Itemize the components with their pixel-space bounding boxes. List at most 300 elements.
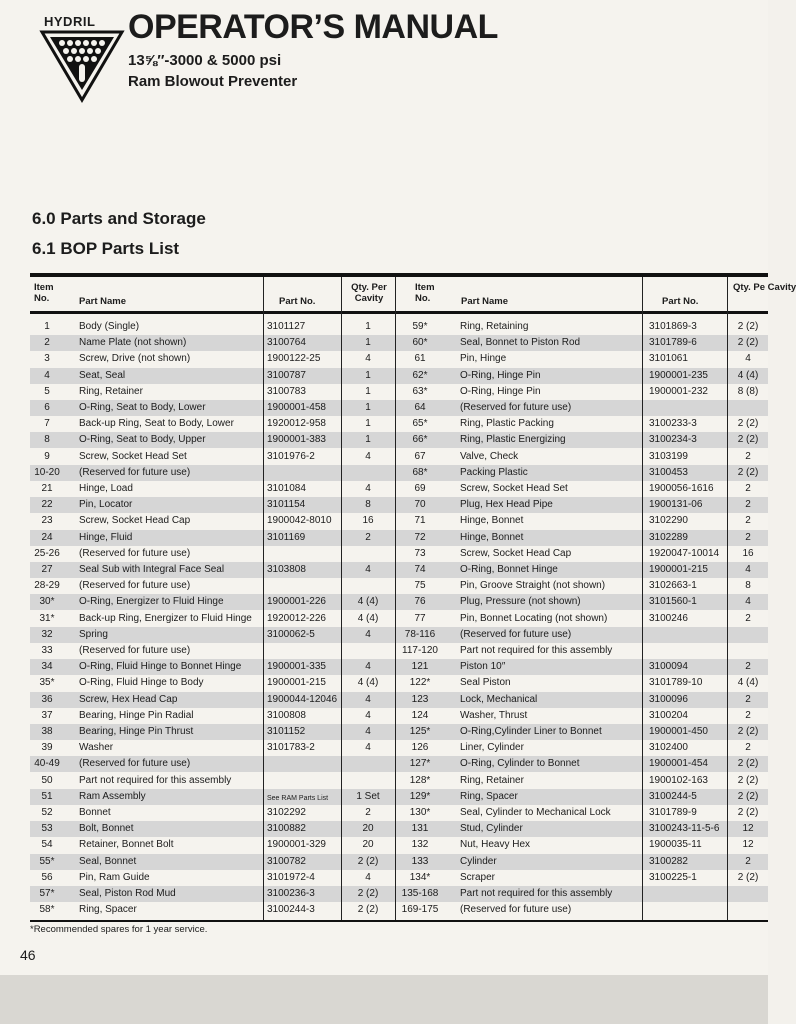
cell-item-no: 51 [41,790,53,802]
table-row [30,513,768,529]
product-name: Ram Blowout Preventer [128,73,298,90]
table-row [30,724,768,740]
cell-part-no: 3101127 [267,321,306,332]
scan-bottom-margin [0,975,768,1024]
col-header-part-name: Part Name [79,296,126,307]
cell-part-no: 3100764 [267,337,306,349]
cell-part-name-right: Pin, Hinge [460,353,507,365]
cell-part-no-right: 3101560-1 [649,596,697,608]
cell-qty-right: 2 [745,483,751,494]
cell-part-no: 3102292 [267,807,306,818]
cell-part-no-right: 3103199 [649,450,688,462]
cell-part-name: Washer [79,742,114,754]
cell-item-no: 52 [41,807,53,818]
cell-qty: 2 (2) [357,855,379,867]
table-row [30,432,768,448]
cell-item-no: 28-29 [34,580,60,592]
cell-item-no-right: 60* [412,337,428,349]
cell-part-no: 3100882 [267,823,306,835]
table-row [30,773,768,789]
cell-part-no-right: 3101789-9 [649,807,697,818]
table-row [30,708,768,724]
manual-title: OPERATOR’S MANUAL [128,8,498,46]
cell-part-name-right: Piston 10″ [460,661,506,673]
table-row [30,821,768,837]
cell-part-no-right: 3100225-1 [649,871,697,883]
brand-wordmark: HYDRIL [44,14,96,29]
table-row [30,384,768,400]
cell-qty-right: 2 [745,515,751,527]
cell-qty: 2 [365,807,371,818]
cell-item-no-right: 76 [414,596,426,608]
cell-part-name-right: Seal, Cylinder to Mechanical Lock [460,807,611,818]
cell-qty-right: 2 (2) [737,337,759,349]
cell-item-no-right: 66* [412,434,428,446]
cell-part-name-right: (Reserved for future use) [460,628,572,640]
cell-part-no-right: 3102400 [649,742,688,754]
table-row [30,319,768,335]
cell-part-name: Seal, Bonnet [79,855,137,867]
cell-item-no: 23 [41,515,53,527]
cell-part-no-right: 1900102-163 [649,774,708,786]
cell-part-no: See RAM Parts List [267,794,329,802]
cell-item-no: 9 [44,450,50,462]
cell-part-name-right: Screw, Socket Head Set [460,483,568,494]
cell-part-name: Pin, Locator [79,499,133,511]
cell-part-name: Bearing, Hinge Pin Radial [79,709,194,721]
cell-item-no: 36 [41,693,53,705]
cell-part-name: (Reserved for future use) [79,580,191,592]
cell-item-no: 31* [39,612,55,624]
cell-item-no: 27 [41,564,53,575]
cell-qty: 4 [365,353,371,365]
cell-qty-right: 2 (2) [737,758,759,770]
table-row [30,611,768,627]
cell-qty-right: 2 [745,742,751,754]
table-row [30,481,768,497]
cell-item-no-right: 62* [412,369,428,381]
table-row [30,740,768,756]
cell-part-no-right: 1900001-450 [649,726,708,737]
cell-item-no: 54 [41,839,53,851]
cell-part-no: 3101976-2 [267,450,315,462]
cell-qty: 1 [365,402,371,413]
subsection-heading: 6.1 BOP Parts List [32,239,180,258]
product-spec: 13⅝″-3000 & 5000 psi [128,52,282,69]
cell-qty: 1 [365,337,371,349]
cell-part-name-right: Part not required for this assembly [460,888,613,899]
cell-part-no-right: 3102290 [649,515,688,527]
table-row [30,837,768,853]
cell-part-name-right: O-Ring, Hinge Pin [460,385,541,397]
cell-item-no: 25-26 [34,547,60,559]
table-row [30,578,768,594]
cell-part-name-right: Ring, Plastic Energizing [460,434,566,446]
cell-item-no: 10-20 [34,466,60,478]
cell-part-no: 1900001-335 [267,661,326,673]
table-row [30,562,768,578]
cell-part-no: 3100808 [267,709,306,721]
cell-item-no-right: 71 [414,515,426,527]
cell-part-no-right: 3100246 [649,612,688,624]
cell-part-no-right: 1900056-1616 [649,483,714,494]
cell-part-name-right: O-Ring,Cylinder Liner to Bonnet [460,726,602,737]
cell-qty: 4 (4) [357,677,379,689]
cell-item-no-right: 126 [411,742,429,754]
cell-item-no-right: 125* [409,726,431,737]
cell-part-name: Seal Sub with Integral Face Seal [79,564,225,575]
col-header-part-no: Part No. [279,296,316,307]
cell-part-name-right: Packing Plastic [460,466,528,478]
cell-part-no: 1900001-215 [267,677,326,689]
cell-item-no: 21 [41,483,53,494]
cell-part-name-right: Scraper [460,871,496,883]
table-row [30,368,768,384]
cell-part-name-right: Ring, Retainer [460,774,524,786]
cell-part-no: 1900042-8010 [267,515,332,527]
cell-qty-right: 12 [742,839,754,851]
table-row [30,497,768,513]
cell-part-name-right: Nut, Heavy Hex [460,839,531,851]
cell-item-no: 8 [44,434,50,446]
cell-item-no-right: 72 [414,531,426,543]
cell-part-name: Bonnet [79,807,111,818]
cell-item-no-right: 65* [412,418,428,430]
cell-part-name-right: O-Ring, Cylinder to Bonnet [460,758,580,770]
cell-part-name-right: Valve, Check [460,450,519,462]
cell-item-no: 56 [41,871,53,883]
cell-part-name-right: O-Ring, Bonnet Hinge [460,564,558,575]
column-divider [395,277,396,920]
cell-part-no: 1900001-458 [267,402,326,413]
cell-qty: 8 [365,499,371,511]
table-row [30,789,768,805]
cell-part-no: 1900001-383 [267,434,326,446]
cell-qty: 4 [365,661,371,673]
cell-item-no-right: 59* [412,321,428,332]
cell-item-no-right: 130* [409,807,431,818]
cell-part-no-right: 1900001-215 [649,564,708,575]
cell-part-name: Screw, Drive (not shown) [79,353,191,365]
cell-part-name: Part not required for this assembly [79,774,232,786]
cell-part-name: Ring, Spacer [79,904,137,916]
cell-item-no: 53 [41,823,53,835]
cell-part-no: 3101152 [267,726,306,737]
cell-part-name-right: Seal Piston [460,677,511,689]
cell-part-no-right: 1900131-06 [649,499,703,511]
cell-part-name: Bolt, Bonnet [79,823,134,835]
table-row [30,449,768,465]
cell-item-no-right: 70 [414,499,426,511]
cell-part-name: Seal, Piston Rod Mud [79,888,176,899]
cell-item-no-right: 121 [411,661,429,673]
cell-item-no: 32 [41,628,53,640]
cell-part-no-right: 3100233-3 [649,418,697,430]
cell-part-name: Screw, Socket Head Cap [79,515,191,527]
cell-item-no-right: 78-116 [404,628,436,640]
cell-qty: 16 [362,515,374,527]
cell-qty: 1 [365,434,371,446]
cell-part-no-right: 3100094 [649,661,688,673]
cell-part-name-right: Pin, Groove Straight (not shown) [460,580,606,592]
cell-qty-right: 2 [745,531,751,543]
cell-part-name: O-Ring, Fluid Hinge to Bonnet Hinge [79,661,242,673]
page-number: 46 [20,947,36,963]
cell-qty: 4 (4) [357,596,379,608]
cell-item-no: 57* [39,888,55,899]
cell-qty: 2 [365,531,371,543]
cell-item-no: 7 [44,418,50,430]
cell-part-name-right: Part not required for this assembly [460,645,613,656]
cell-part-no: 3100787 [267,369,306,381]
cell-part-name: Back-up Ring, Seat to Body, Lower [79,418,234,430]
table-row [30,627,768,643]
cell-part-no-right: 3102663-1 [649,580,697,592]
cell-item-no-right: 117-120 [402,645,438,656]
cell-part-no: 1900044-12046 [267,693,338,705]
cell-part-name: O-Ring, Fluid Hinge to Body [79,677,204,689]
cell-part-name-right: (Reserved for future use) [460,904,572,916]
cell-part-no-right: 1920047-10014 [649,547,720,559]
cell-item-no: 4 [44,369,50,381]
cell-qty-right: 2 (2) [737,807,759,818]
cell-item-no: 35* [39,677,55,689]
table-row [30,692,768,708]
cell-part-name: Seat, Seal [79,369,126,381]
cell-part-no-right: 3100244-5 [649,790,697,802]
cell-item-no: 55* [39,855,55,867]
cell-part-name: (Reserved for future use) [79,758,191,770]
cell-part-no-right: 3101789-10 [649,677,703,689]
cell-part-name-right: Ring, Spacer [460,790,518,802]
col-header-part-no-right: Part No. [662,296,699,307]
cell-part-name-right: (Reserved for future use) [460,402,572,413]
cell-item-no-right: 129* [409,790,431,802]
cell-part-no: 1900001-226 [267,596,326,608]
cell-part-name-right: Seal, Bonnet to Piston Rod [460,337,581,349]
cell-part-name-right: Hinge, Bonnet [460,515,524,527]
table-row [30,886,768,902]
cell-qty-right: 12 [742,823,754,835]
cell-item-no: 6 [44,402,50,413]
cell-item-no-right: 74 [414,564,426,575]
table-row [30,530,768,546]
cell-part-no: 3100244-3 [267,904,315,916]
cell-qty: 4 [365,483,371,494]
cell-part-name: Name Plate (not shown) [79,337,187,349]
cell-item-no-right: 122* [409,677,431,689]
cell-part-name: Body (Single) [79,321,140,332]
cell-part-name: O-Ring, Seat to Body, Lower [79,402,206,413]
cell-item-no-right: 132 [411,839,429,851]
cell-item-no: 58* [39,904,55,916]
cell-part-no: 3100236-3 [267,888,315,899]
col-header-part-name-right: Part Name [461,296,508,307]
cell-qty: 4 [365,628,371,640]
cell-item-no-right: 131 [411,823,429,835]
cell-qty: 4 [365,693,371,705]
cell-item-no: 1 [44,321,50,332]
cell-item-no-right: 124 [411,709,429,721]
cell-item-no: 5 [44,385,50,397]
cell-part-no-right: 3100453 [649,466,688,478]
section-heading: 6.0 Parts and Storage [32,209,206,228]
footnote: *Recommended spares for 1 year service. [30,924,208,935]
cell-qty: 4 [365,726,371,737]
cell-part-name: O-Ring, Energizer to Fluid Hinge [79,596,224,608]
table-row [30,351,768,367]
cell-item-no-right: 135-168 [401,888,439,899]
cell-qty: 4 [365,871,371,883]
cell-part-no: 3100062-5 [267,628,315,640]
cell-qty-right: 2 (2) [737,871,759,883]
cell-item-no-right: 61 [414,353,426,365]
column-divider [341,277,342,920]
cell-item-no: 39 [41,742,53,754]
parts-table [30,273,796,922]
table-row [30,465,768,481]
cell-part-no-right: 3101869-3 [649,321,697,332]
cell-part-no-right: 3100204 [649,709,688,721]
table-row [30,756,768,772]
cell-part-no-right: 1900001-232 [649,385,708,397]
table-row [30,335,768,351]
cell-part-name: Screw, Hex Head Cap [79,693,178,705]
cell-part-no-right: 1900001-454 [649,758,708,770]
cell-item-no: 38 [41,726,53,737]
cell-part-no-right: 3101061 [649,353,688,365]
cell-item-no-right: 75 [414,580,426,592]
table-row [30,659,768,675]
cell-part-name: (Reserved for future use) [79,547,191,559]
cell-item-no-right: 127* [409,758,431,770]
cell-item-no: 30* [39,596,55,608]
cell-part-name-right: Liner, Cylinder [460,742,524,754]
cell-part-name: O-Ring, Seat to Body, Upper [79,434,206,446]
cell-item-no: 50 [41,774,53,786]
cell-qty-right: 4 [745,564,751,575]
cell-item-no: 34 [41,661,53,673]
cell-qty-right: 4 [745,353,751,365]
cell-qty-right: 16 [742,547,754,559]
cell-qty-right: 2 (2) [737,434,759,446]
cell-item-no-right: 123 [411,693,429,705]
cell-qty: 1 [365,369,371,381]
cell-qty-right: 4 (4) [737,369,759,381]
column-divider [642,277,643,920]
cell-part-name: Ram Assembly [79,790,146,802]
table-row [30,870,768,886]
cell-item-no-right: 77 [414,612,426,624]
cell-qty-right: 2 [745,612,751,624]
cell-qty: 1 [365,418,371,430]
cell-part-no-right: 3100234-3 [649,434,697,446]
cell-part-name: (Reserved for future use) [79,466,191,478]
cell-qty: 2 (2) [357,904,379,916]
table-row [30,546,768,562]
cell-part-name-right: Plug, Pressure (not shown) [460,596,581,608]
cell-item-no-right: 64 [414,402,426,413]
cell-qty-right: 2 [745,693,751,705]
cell-qty: 4 [365,742,371,754]
cell-qty-right: 2 [745,855,751,867]
cell-part-no: 3103808 [267,564,306,575]
cell-part-name-right: Pin, Bonnet Locating (not shown) [460,612,608,624]
cell-item-no: 37 [41,709,53,721]
cell-part-name-right: Washer, Thrust [460,709,528,721]
cell-part-no: 3101169 [267,531,306,543]
cell-part-name-right: Plug, Hex Head Pipe [460,499,553,511]
cell-item-no-right: 134* [409,871,431,883]
cell-item-no-right: 73 [414,547,426,559]
cell-part-name: Hinge, Load [79,483,133,494]
cell-qty: 1 Set [356,790,380,802]
cell-item-no: 3 [44,353,50,365]
cell-qty-right: 8 (8) [737,385,759,397]
cell-qty: 20 [362,839,374,851]
cell-item-no-right: 69 [414,483,426,494]
cell-part-name-right: Hinge, Bonnet [460,531,524,543]
cell-part-name: Pin, Ram Guide [79,871,150,883]
cell-part-no: 1900122-25 [267,353,321,365]
col-header-qty: Qty. Per Cavity [351,282,387,304]
cell-part-name: (Reserved for future use) [79,645,191,656]
cell-qty-right: 2 (2) [737,466,759,478]
cell-part-name: Spring [79,628,108,640]
table-row [30,594,768,610]
cell-part-no: 1920012-958 [267,418,326,430]
cell-qty: 1 [365,321,371,332]
cell-part-name: Screw, Socket Head Set [79,450,187,462]
cell-part-name: Back-up Ring, Energizer to Fluid Hinge [79,612,252,624]
header-rule [30,311,768,314]
cell-part-name: Bearing, Hinge Pin Thrust [79,726,194,737]
cell-item-no: 33 [41,645,53,656]
cell-item-no: 24 [41,531,53,543]
cell-qty: 4 [365,709,371,721]
cell-item-no-right: 63* [412,385,428,397]
cell-qty-right: 2 [745,709,751,721]
cell-part-no: 3101084 [267,483,306,494]
cell-part-name-right: Stud, Cylinder [460,823,523,835]
cell-qty-right: 2 (2) [737,726,759,737]
cell-item-no-right: 68* [412,466,428,478]
cell-part-no: 3101972-4 [267,871,315,883]
cell-part-name: Hinge, Fluid [79,531,133,543]
cell-qty-right: 2 (2) [737,418,759,430]
table-row [30,416,768,432]
cell-part-no-right: 3100243-11-5-6 [649,823,720,835]
cell-item-no: 22 [41,499,53,511]
cell-part-no-right: 1900035-11 [649,839,702,851]
cell-part-name-right: Screw, Socket Head Cap [460,547,572,559]
cell-part-no: 3100782 [267,855,306,867]
cell-part-name-right: Lock, Mechanical [460,693,538,705]
col-header-qty-right: Qty. Pe Cavity [733,282,796,293]
cell-qty: 4 (4) [357,612,379,624]
cell-part-name-right: Cylinder [460,855,497,867]
cell-item-no-right: 67 [414,450,426,462]
cell-qty-right: 4 [745,596,751,608]
cell-part-name-right: Ring, Plastic Packing [460,418,554,430]
cell-part-no-right: 3100282 [649,855,688,867]
cell-part-no-right: 3102289 [649,531,688,543]
cell-part-no-right: 3100096 [649,693,688,705]
cell-qty-right: 2 [745,661,751,673]
cell-part-no: 1920012-226 [267,612,326,624]
column-divider [263,277,264,920]
cell-part-name: Ring, Retainer [79,385,143,397]
